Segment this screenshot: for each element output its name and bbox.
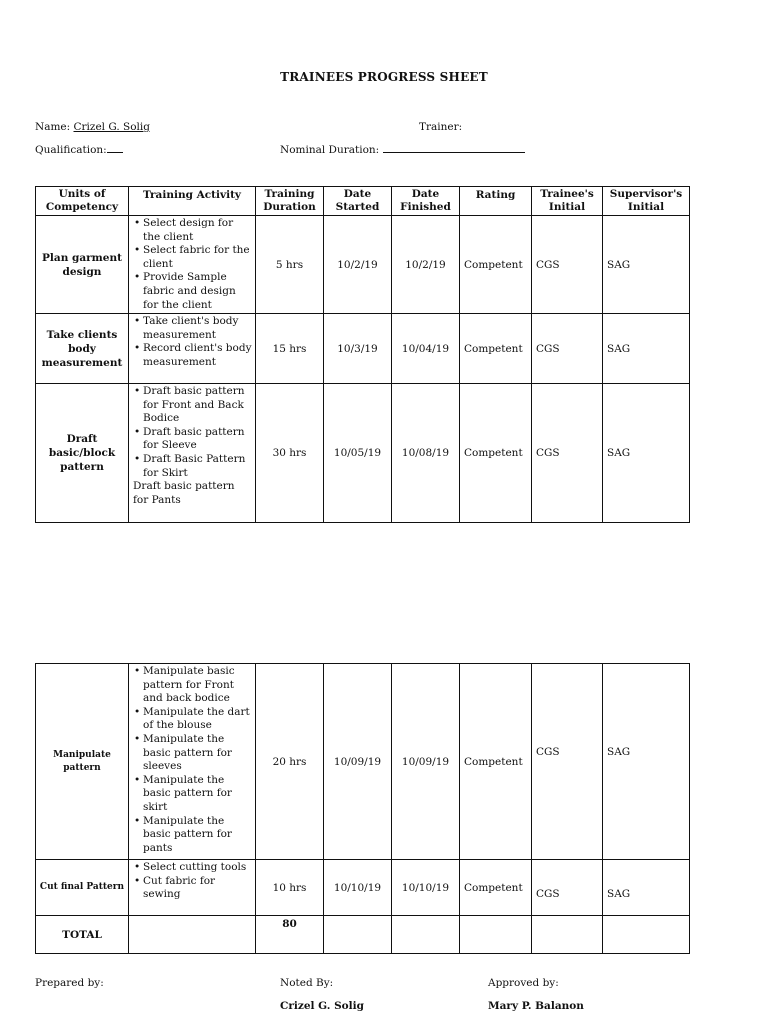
approved-by-name: Mary P. Balanon bbox=[488, 1000, 584, 1012]
col-header-units: Units of Competency bbox=[36, 187, 129, 216]
supervisor-initial-cell: SAG bbox=[603, 664, 690, 860]
trainee-initial-cell: CGS bbox=[532, 664, 603, 860]
date-finished-cell: 10/2/19 bbox=[392, 216, 460, 314]
unit-cell: Draft basic/block pattern bbox=[36, 384, 129, 523]
qualification-blank bbox=[107, 143, 123, 153]
activity-item: • Draft Basic Pattern for Skirt bbox=[143, 453, 253, 480]
trainee-initial-cell: CGS bbox=[532, 314, 603, 384]
rating-cell: Competent bbox=[460, 314, 532, 384]
prepared-by-label: Prepared by: bbox=[35, 977, 104, 989]
date-started-cell: 10/05/19 bbox=[324, 384, 392, 523]
activity-cell bbox=[129, 384, 256, 523]
trainer-label: Trainer: bbox=[419, 121, 463, 133]
duration-cell: 20 hrs bbox=[256, 664, 324, 860]
supervisor-initial-cell: SAG bbox=[603, 384, 690, 523]
activity-item: • Select cutting tools bbox=[143, 861, 253, 875]
total-label: TOTAL bbox=[36, 916, 129, 954]
rating-cell: Competent bbox=[460, 384, 532, 523]
col-header-duration: Training Duration bbox=[256, 187, 324, 216]
date-finished-cell: 10/04/19 bbox=[392, 314, 460, 384]
duration-cell: 30 hrs bbox=[256, 384, 324, 523]
nominal-duration-field bbox=[280, 143, 525, 156]
total-empty-cell bbox=[603, 916, 690, 954]
activity-cell bbox=[129, 216, 256, 314]
activity-item: • Manipulate the basic pattern for sleeves bbox=[143, 733, 253, 774]
rating-cell: Competent bbox=[460, 664, 532, 860]
date-started-cell: 10/09/19 bbox=[324, 664, 392, 860]
date-started-cell: 10/2/19 bbox=[324, 216, 392, 314]
nominal-duration-label: Nominal Duration: bbox=[280, 144, 380, 156]
name-field bbox=[35, 121, 150, 133]
col-header-trainee-initial: Trainee's Initial bbox=[532, 187, 603, 216]
total-empty-cell bbox=[129, 916, 256, 954]
activity-item: • Manipulate basic pattern for Front and back bodice bbox=[143, 665, 253, 706]
activity-item: • Select design for the client bbox=[143, 217, 253, 244]
rating-cell: Competent bbox=[460, 216, 532, 314]
activity-item: • Manipulate the basic pattern for skirt bbox=[143, 774, 253, 815]
total-empty-cell bbox=[460, 916, 532, 954]
col-header-supervisor-initial: Supervisor's Initial bbox=[603, 187, 690, 216]
supervisor-initial-cell: SAG bbox=[603, 314, 690, 384]
total-empty-cell bbox=[392, 916, 460, 954]
unit-cell: Plan garment design bbox=[36, 216, 129, 314]
date-finished-cell: 10/09/19 bbox=[392, 664, 460, 860]
unit-cell: Take clients body measurement bbox=[36, 314, 129, 384]
table-header-row bbox=[36, 187, 690, 216]
activity-item: • Draft basic pattern for Front and Back Bodice bbox=[143, 385, 253, 426]
activity-item: • Select fabric for the client bbox=[143, 244, 253, 271]
rating-cell: Competent bbox=[460, 860, 532, 916]
duration-cell: 15 hrs bbox=[256, 314, 324, 384]
total-empty-cell bbox=[324, 916, 392, 954]
activity-item: • Draft basic pattern for Sleeve bbox=[143, 426, 253, 453]
col-header-activity: Training Activity bbox=[129, 187, 256, 216]
unit-cell: Cut final Pattern bbox=[36, 860, 129, 916]
col-header-started: Date Started bbox=[324, 187, 392, 216]
supervisor-initial-cell: SAG bbox=[603, 860, 690, 916]
date-started-cell: 10/3/19 bbox=[324, 314, 392, 384]
duration-cell: 5 hrs bbox=[256, 216, 324, 314]
page-title: TRAINEES PROGRESS SHEET bbox=[280, 70, 488, 84]
supervisor-initial-cell: SAG bbox=[603, 216, 690, 314]
activity-item: • Take client's body measurement bbox=[143, 315, 253, 342]
noted-by-name: Crizel G. Solig bbox=[280, 1000, 364, 1012]
activity-item: • Manipulate the dart of the blouse bbox=[143, 706, 253, 733]
trainee-initial-cell: CGS bbox=[532, 860, 603, 916]
activity-item: • Cut fabric for sewing bbox=[143, 875, 253, 902]
total-row bbox=[36, 916, 690, 954]
table-row bbox=[36, 314, 690, 384]
qualification-field bbox=[35, 143, 123, 156]
col-header-rating: Rating bbox=[460, 187, 532, 216]
total-value: 80 bbox=[256, 916, 324, 954]
date-started-cell: 10/10/19 bbox=[324, 860, 392, 916]
activity-item: • Record client's body measurement bbox=[143, 342, 253, 369]
name-value: Crizel G. Solig bbox=[73, 121, 150, 133]
trainee-initial-cell: CGS bbox=[532, 216, 603, 314]
progress-table-part-1 bbox=[35, 186, 690, 523]
table-row bbox=[36, 216, 690, 314]
progress-table-part-2 bbox=[35, 663, 690, 954]
activity-item: • Manipulate the basic pattern for pants bbox=[143, 815, 253, 856]
table-row bbox=[36, 860, 690, 916]
total-empty-cell bbox=[532, 916, 603, 954]
date-finished-cell: 10/08/19 bbox=[392, 384, 460, 523]
table-row bbox=[36, 664, 690, 860]
name-label: Name: bbox=[35, 121, 71, 133]
table-row bbox=[36, 384, 690, 523]
col-header-finished: Date Finished bbox=[392, 187, 460, 216]
qualification-label: Qualification: bbox=[35, 144, 107, 156]
nominal-duration-blank bbox=[383, 143, 525, 153]
activity-item: Draft basic pattern for Pants bbox=[133, 480, 235, 506]
activity-item: • Provide Sample fabric and design for the client bbox=[143, 271, 253, 312]
noted-by-label: Noted By: bbox=[280, 977, 334, 989]
activity-cell bbox=[129, 314, 256, 384]
date-finished-cell: 10/10/19 bbox=[392, 860, 460, 916]
unit-cell: Manipulate pattern bbox=[36, 664, 129, 860]
trainee-initial-cell: CGS bbox=[532, 384, 603, 523]
activity-cell bbox=[129, 860, 256, 916]
duration-cell: 10 hrs bbox=[256, 860, 324, 916]
approved-by-label: Approved by: bbox=[488, 977, 559, 989]
activity-cell bbox=[129, 664, 256, 860]
